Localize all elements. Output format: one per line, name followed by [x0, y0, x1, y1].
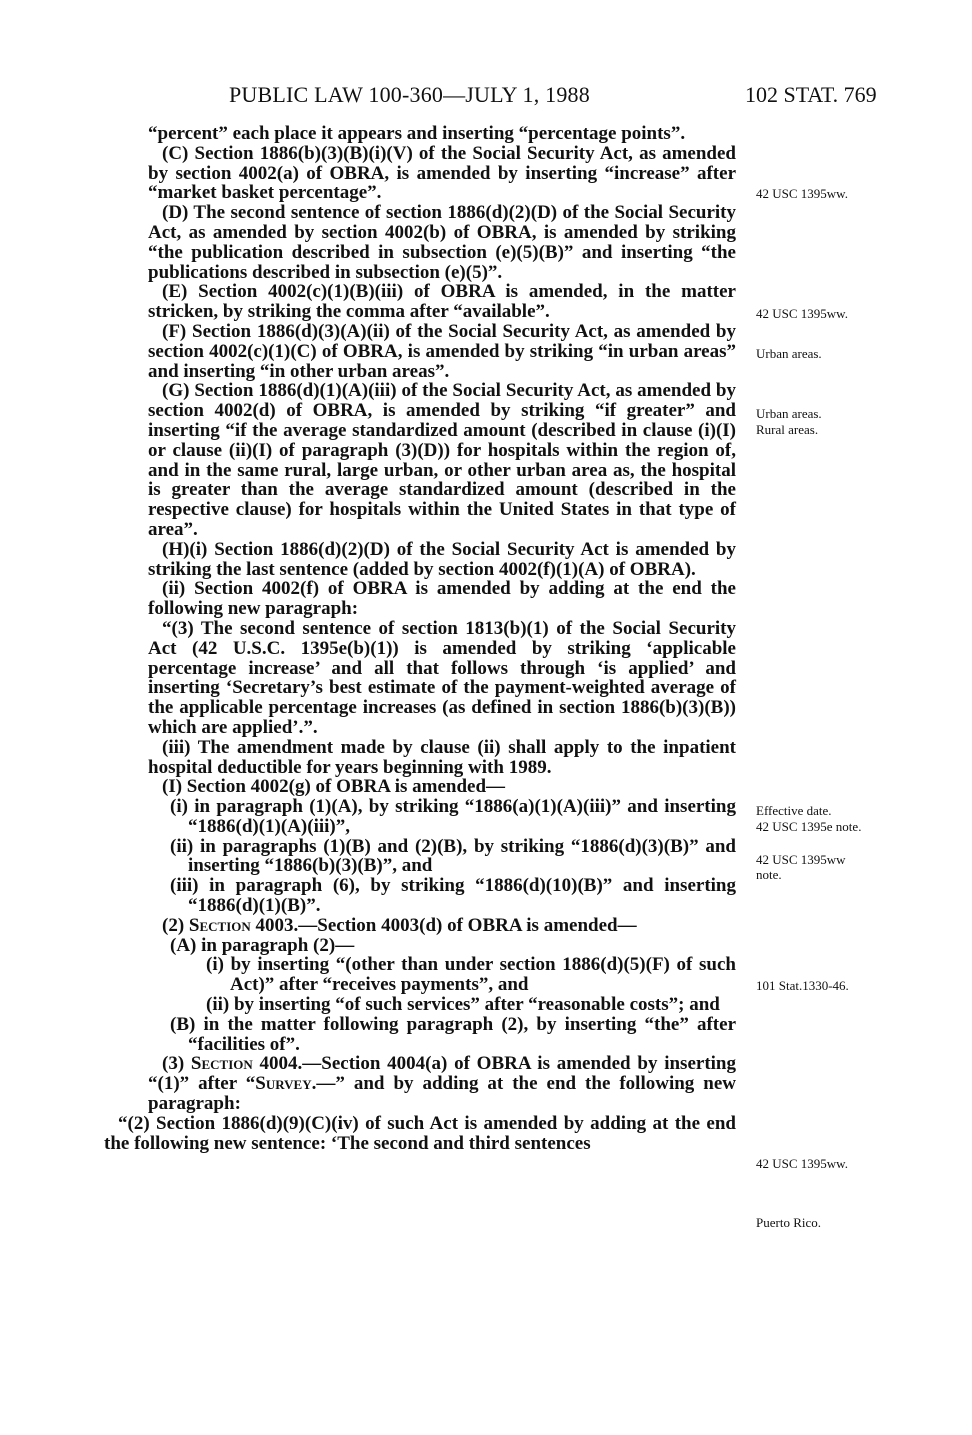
page-header	[0, 82, 972, 112]
paragraph-number: (2)	[162, 914, 185, 936]
paragraph-3-section-4004	[148, 1054, 736, 1113]
subparagraph-a: (A) in paragraph (2)—	[170, 934, 355, 956]
paragraph-c: (C) Section 1886(b)(3)(B)(i)(V) of the Social Security Act, as amended by section 4002(a) of OBRA, is amended by inserting “increase” after “market basket percentage”.	[148, 142, 736, 204]
margin-note: 101 Stat.1330-46.	[756, 978, 849, 993]
paragraph-h-ii: (ii) Section 4002(f) of OBRA is amended by adding at the end the following new paragraph:	[148, 578, 736, 620]
subparagraph-b: (B) in the matter following paragraph (2), by inserting “the” after “facilities of”.	[170, 1013, 736, 1055]
paragraph: “percent” each place it appears and inserting “percentage points”.	[148, 123, 686, 144]
margin-note: Urban areas.	[756, 406, 822, 421]
paragraph-text: —Section 4003(d) of OBRA is amended—	[298, 914, 637, 936]
paragraph-e: (E) Section 4002(c)(1)(B)(iii) of OBRA is amended, in the matter stricken, by striking the comma after “available”.	[148, 281, 736, 323]
margin-note: Rural areas.	[756, 422, 819, 437]
running-head-title: PUBLIC LAW 100-360—JULY 1, 1988	[229, 82, 590, 107]
margin-note: Urban areas.	[756, 346, 822, 361]
clause-iii: (iii) in paragraph (6), by striking “1886(d)(10)(B)” and inserting “1886(d)(1)(B)”.	[170, 875, 736, 917]
section-heading: Section 4003.	[188, 914, 299, 936]
margin-note: Puerto Rico.	[756, 1215, 821, 1230]
margin-note: 42 USC 1395e note.	[756, 819, 862, 834]
clause-ii: (ii) in paragraphs (1)(B) and (2)(B), by striking “1886(d)(3)(B)” and inserting “1886(b)(3)(B)”, and	[170, 835, 736, 877]
section-heading: Section 4004.	[190, 1053, 303, 1075]
subclause-i: (i) by inserting “(other than under section 1886(d)(5)(F) of such Act)” after “receives payments”, and	[206, 954, 736, 996]
quoted-paragraph-2: “(2) Section 1886(d)(9)(C)(iv) of such Act is amended by adding at the end the following new sentence: ‘The second and third sentences	[104, 1112, 736, 1154]
paragraph-2-section-4003	[148, 916, 736, 936]
quoted-paragraph-3: “(3) The second sentence of section 1813(b)(1) of the Social Security Act (42 U.S.C. 1395e(b)(1)) is amended by striking ‘applicable percentage increase’ and all that follows through ‘is applied’ and inserting ‘Secretary’s best estimate of the payment-weighted average of the applicable percentage increases (as defined in section 1886(b)(3)(B)) which are applied’.”.	[148, 617, 736, 738]
paragraph-h-i: (H)(i) Section 1886(d)(2)(D) of the Social Security Act is amended by striking the last sentence (added by section 4002(f)(1)(A) of OBRA).	[148, 538, 736, 580]
statute-text	[104, 123, 736, 1154]
subclause-ii: (ii) by inserting “of such services” after “reasonable costs”; and	[206, 994, 720, 1016]
stat-page-number: 102 STAT. 769	[745, 82, 877, 107]
paragraph-h-iii: (iii) The amendment made by clause (ii) shall apply to the inpatient hospital deductible for years beginning with 1989.	[148, 736, 736, 778]
margin-note: Effective date.	[756, 803, 832, 818]
paragraph-i: (I) Section 4002(g) of OBRA is amended—	[162, 776, 506, 798]
margin-note: 42 USC 1395ww note.	[756, 852, 846, 882]
paragraph-g: (G) Section 1886(d)(1)(A)(iii) of the Social Security Act, as amended by section 4002(d) of OBRA, is amended by striking “if greater” and inserting “if the average standardized amount (described in clause (i)(I) or clause (ii)(I) of paragraph (3)(D)) for hospitals within the region of, and in the same rural, large urban, or other urban area as, the hospital is greater than the average standardized amount (described in the respective clause) for hospitals within the United States in that type of area”.	[148, 380, 736, 540]
paragraph-text: —Section 4004(a) of OBRA is amended by inserting “(1)” after “	[148, 1053, 736, 1095]
paragraph-d: (D) The second sentence of section 1886(d)(2)(D) of the Social Security Act, as amended by section 4002(b) of OBRA, is amended by striking “the publication described in subsection (e)(5)(B)” and inserting “the publications described in subsection (e)(5)”.	[148, 202, 736, 283]
paragraph-f: (F) Section 1886(d)(3)(A)(ii) of the Social Security Act, as amended by section 4002(c)(1)(C) of OBRA, is amended by striking “in urban areas” and inserting “in other urban areas”.	[148, 320, 736, 382]
margin-note: 42 USC 1395ww.	[756, 186, 848, 201]
margin-note: 42 USC 1395ww.	[756, 306, 848, 321]
clause-i: (i) in paragraph (1)(A), by striking “1886(a)(1)(A)(iii)” and inserting “1886(d)(1)(A)(iii)”,	[170, 796, 736, 837]
paragraph-text: .—” and by adding at the end the following new paragraph:	[148, 1073, 736, 1115]
survey-heading: Survey	[255, 1073, 312, 1095]
margin-note: 42 USC 1395ww.	[756, 1156, 848, 1171]
paragraph-number: (3)	[162, 1053, 185, 1075]
